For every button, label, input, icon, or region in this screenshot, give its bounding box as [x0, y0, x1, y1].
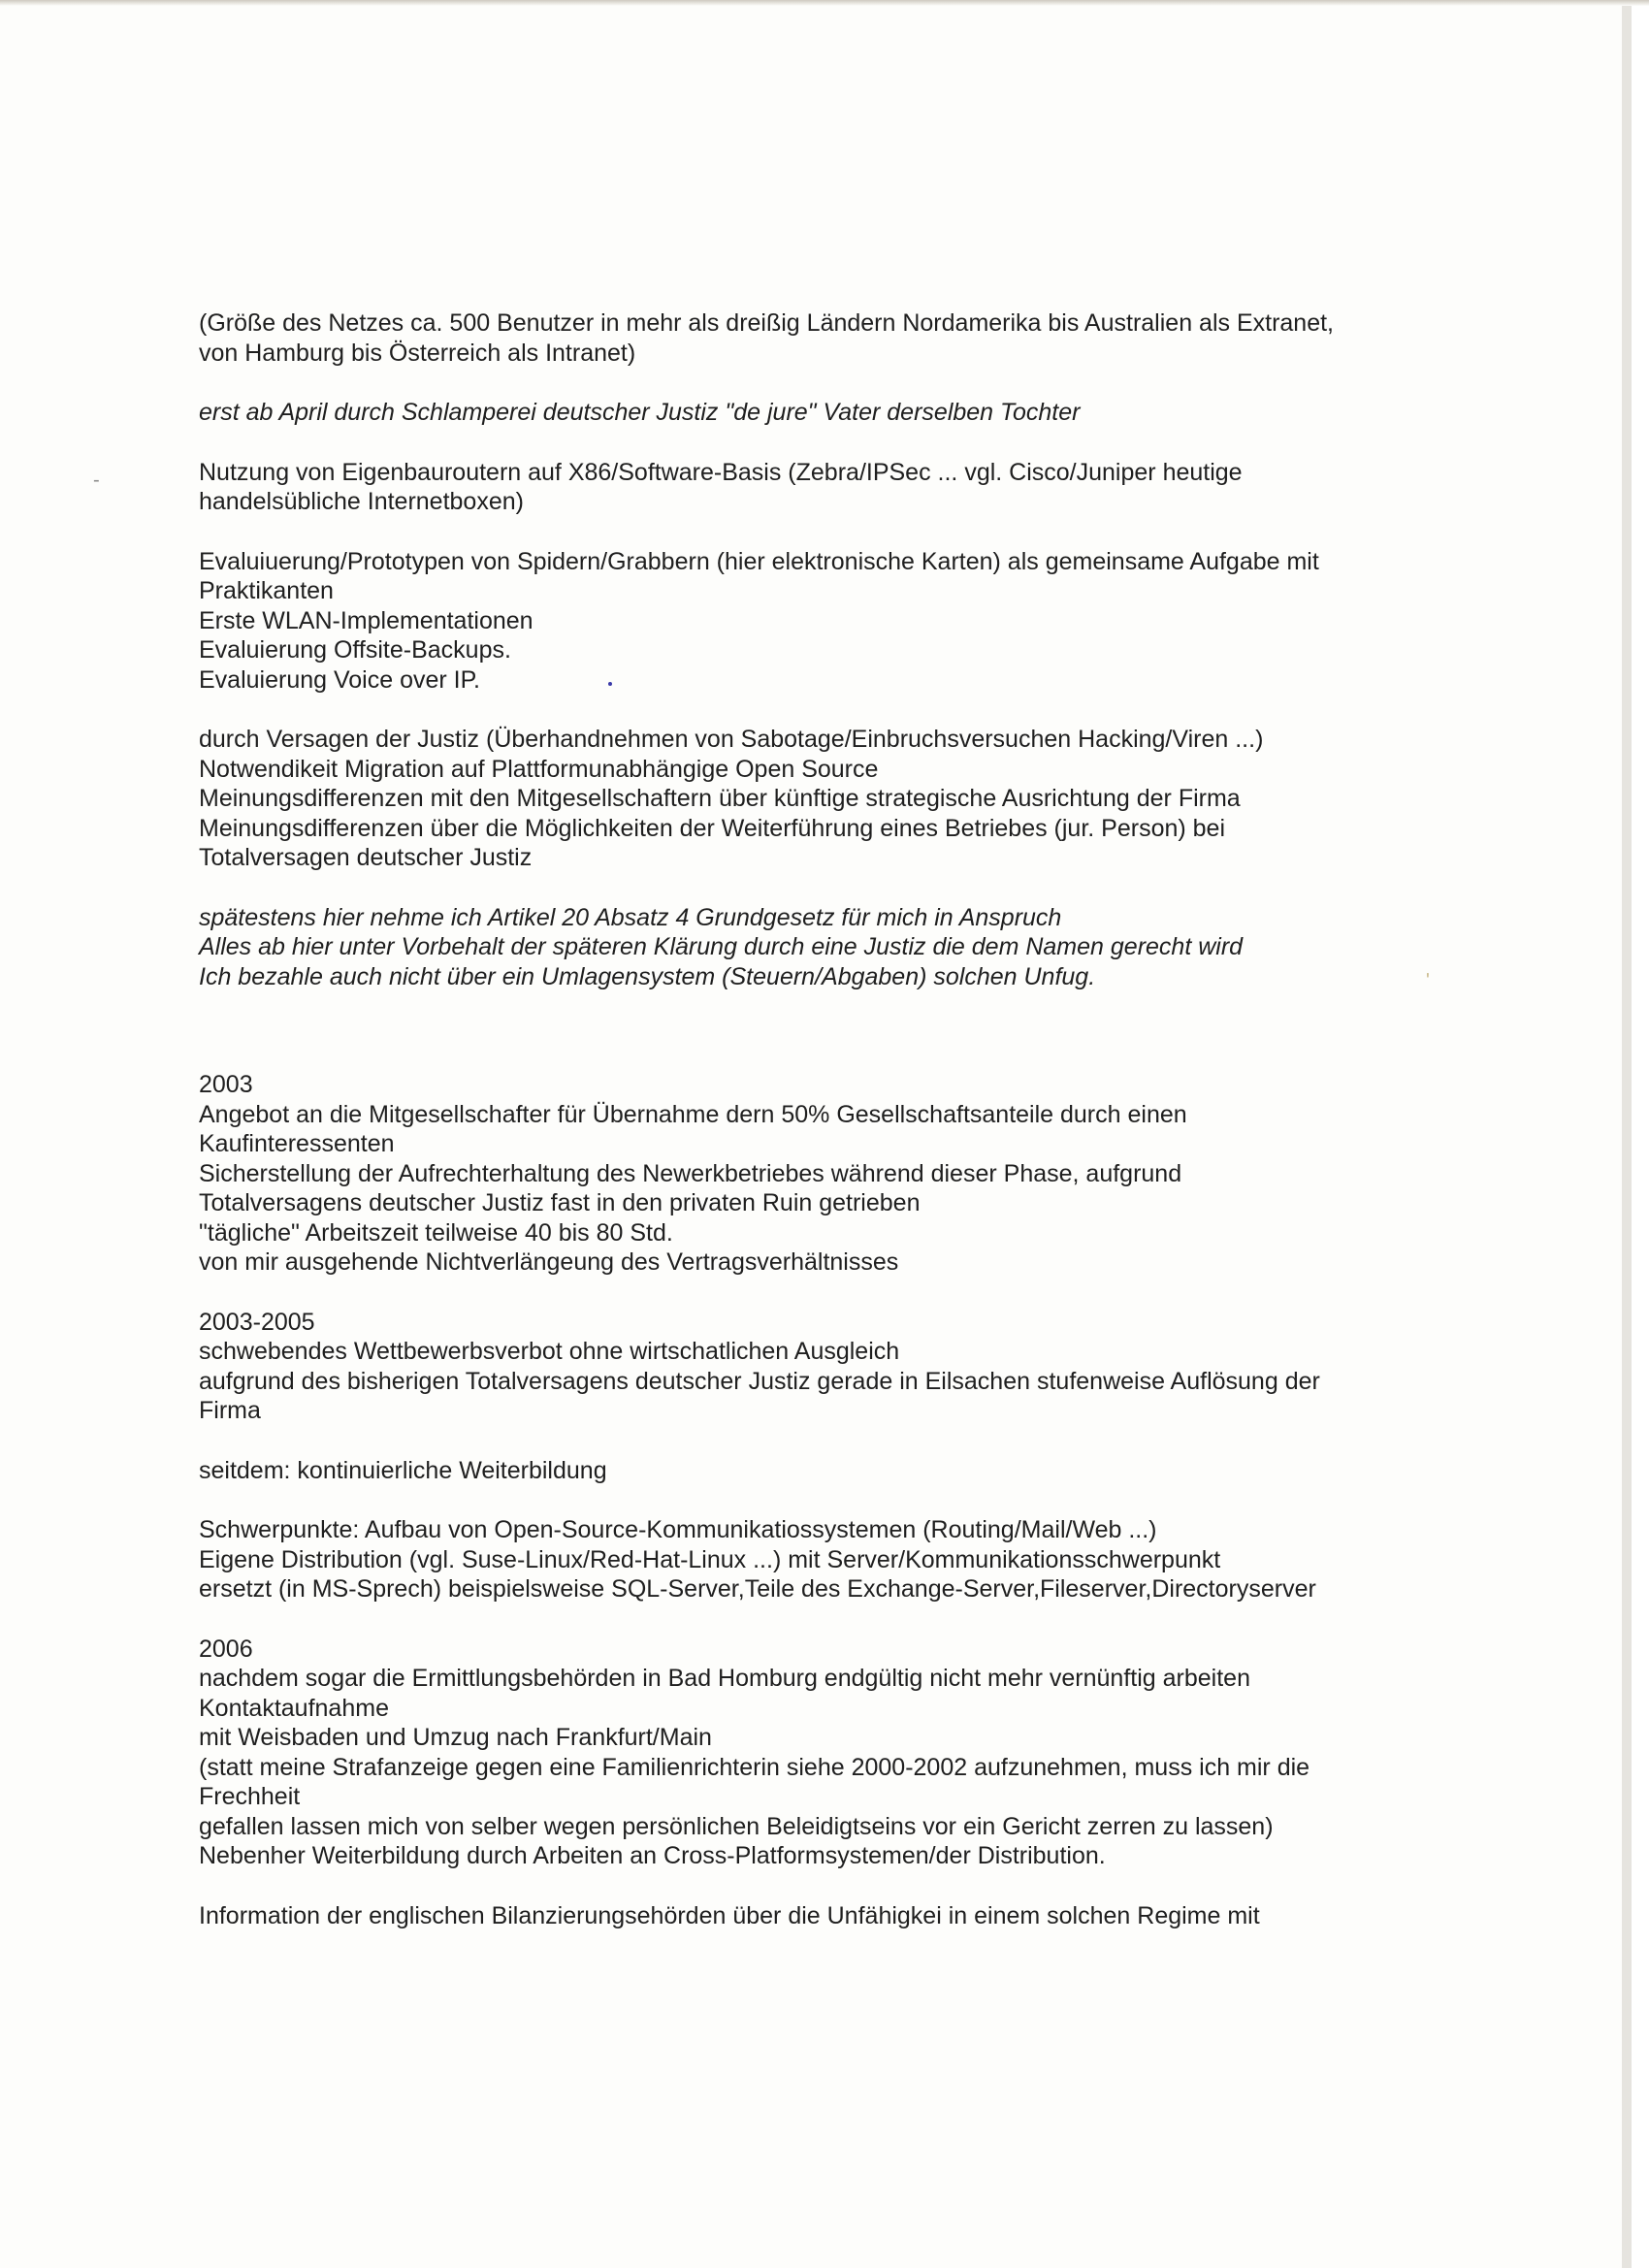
- paragraph-focus: [199, 1515, 1460, 1604]
- text-line: (Größe des Netzes ca. 500 Benutzer in mehr als dreißig Ländern Nordamerika bis Australien als Extranet,: [199, 309, 1334, 337]
- text-line: Frechheit: [199, 1783, 301, 1810]
- text-line: von mir ausgehende Nichtverlängeung des Vertragsverhältnisses: [199, 1248, 899, 1276]
- text-line: Firma: [199, 1397, 261, 1424]
- text-line: durch Versagen der Justiz (Überhandnehmen von Sabotage/Einbruchsversuchen Hacking/Viren ...): [199, 726, 1264, 753]
- text-line: Sicherstellung der Aufrechterhaltung des Newerkbetriebes während dieser Phase, aufgrund: [199, 1159, 1182, 1187]
- text-line: mit Weisbaden und Umzug nach Frankfurt/Main: [199, 1724, 712, 1751]
- year-heading: 2006: [199, 1635, 253, 1663]
- page-edge: [0, 0, 1649, 6]
- paragraph-2003-2005: [199, 1337, 1460, 1426]
- text-line: Evaluierung Offsite-Backups.: [199, 636, 511, 664]
- text-line: von Hamburg bis Österreich als Intranet): [199, 339, 636, 367]
- text-line: Evaluiuerung/Prototypen von Spidern/Grabbern (hier elektronische Karten) als gemeinsame Aufgabe mit: [199, 547, 1319, 575]
- text-line: Ich bezahle auch nicht über ein Umlagensystem (Steuern/Abgaben) solchen Unfug.: [199, 962, 1096, 990]
- text-line: Totalversagen deutscher Justiz: [199, 844, 533, 871]
- text-line: Totalversagens deutscher Justiz fast in den privaten Ruin getrieben: [199, 1189, 921, 1216]
- text-line: Meinungsdifferenzen über die Möglichkeiten der Weiterführung eines Betriebes (jur. Person) bei: [199, 814, 1226, 842]
- text-line: "tägliche" Arbeitszeit teilweise 40 bis 80 Std.: [199, 1218, 673, 1247]
- text-line: schwebendes Wettbewerbsverbot ohne wirtschatlichen Ausgleich: [199, 1338, 900, 1365]
- paragraph-information: [199, 1901, 1460, 1931]
- text-line: aufgrund des bisherigen Totalversagens deutscher Justiz gerade in Eilsachen stufenweise Auflösung der: [199, 1367, 1320, 1395]
- text-line: nachdem sogar die Ermittlungsbehörden in Bad Homburg endgültig nicht mehr vernünftig arbeiten: [199, 1665, 1250, 1692]
- text-line: Evaluierung Voice over IP.: [199, 665, 481, 694]
- text-line: Kaufinteressenten: [199, 1130, 395, 1157]
- text-line: gefallen lassen mich von selber wegen persönlichen Beleidigtseins vor ein Gericht zerren zu lassen): [199, 1812, 1274, 1840]
- text-line: Angebot an die Mitgesellschafter für Übernahme dern 50% Gesellschaftsanteile durch einen: [199, 1100, 1187, 1128]
- text-line: Nebenher Weiterbildung durch Arbeiten an Cross-Platformsystemen/der Distribution.: [199, 1842, 1106, 1869]
- paragraph-routers: [199, 458, 1460, 517]
- text-line: seitdem: kontinuierliche Weiterbildung: [199, 1456, 607, 1484]
- scan-mark: ʹ: [1426, 970, 1430, 991]
- paragraph-evaluations: [199, 547, 1460, 696]
- text-line: Nutzung von Eigenbauroutern auf X86/Software-Basis (Zebra/IPSec ... vgl. Cisco/Juniper heutige: [199, 458, 1243, 486]
- document-body: [199, 308, 1460, 1960]
- text-line: ersetzt (in MS-Sprech) beispielsweise SQL-Server,Teile des Exchange-Server,Fileserver,Directoryserver: [199, 1575, 1316, 1603]
- paragraph-training: [199, 1456, 1460, 1486]
- paragraph-note-april: [199, 398, 1460, 428]
- paragraph-justice-failure: [199, 725, 1460, 873]
- year-heading: 2003-2005: [199, 1308, 315, 1336]
- text-line: Kontaktaufnahme: [199, 1694, 389, 1722]
- text-line: Notwendikeit Migration auf Plattformunabhängige Open Source: [199, 755, 879, 783]
- text-line: Erste WLAN-Implementationen: [199, 606, 534, 634]
- scan-mark: ‑: [93, 470, 100, 491]
- text-line: Schwerpunkte: Aufbau von Open-Source-Kommunikatiossystemen (Routing/Mail/Web ...): [199, 1516, 1157, 1543]
- paragraph-network-size: [199, 308, 1460, 368]
- text-line: (statt meine Strafanzeige gegen eine Familienrichterin siehe 2000-2002 aufzunehmen, muss ich mir die: [199, 1753, 1310, 1781]
- text-line: erst ab April durch Schlamperei deutscher Justiz "de jure" Vater derselben Tochter: [199, 399, 1081, 426]
- paragraph-2006: [199, 1664, 1460, 1871]
- paragraph-article-20: [199, 903, 1460, 992]
- text-line: Meinungsdifferenzen mit den Mitgesellschaftern über künftige strategische Ausrichtung der Firma: [199, 785, 1241, 812]
- text-line: Eigene Distribution (vgl. Suse-Linux/Red-Hat-Linux ...) mit Server/Kommunikationsschwerpunkt: [199, 1545, 1221, 1573]
- text-line: Alles ab hier unter Vorbehalt der späteren Klärung durch eine Justiz die dem Namen gerecht wird: [199, 933, 1244, 960]
- year-heading: 2003: [199, 1071, 253, 1098]
- text-line: Praktikanten: [199, 577, 334, 604]
- text-line: handelsübliche Internetboxen): [199, 488, 524, 515]
- spacer: [199, 1021, 1460, 1070]
- text-line: Information der englischen Bilanzierungsehörden über die Unfähigkei in einem solchen Regime mit: [199, 1901, 1260, 1929]
- text-line: spätestens hier nehme ich Artikel 20 Absatz 4 Grundgesetz für mich in Anspruch: [199, 903, 1062, 931]
- paragraph-2003: [199, 1100, 1460, 1278]
